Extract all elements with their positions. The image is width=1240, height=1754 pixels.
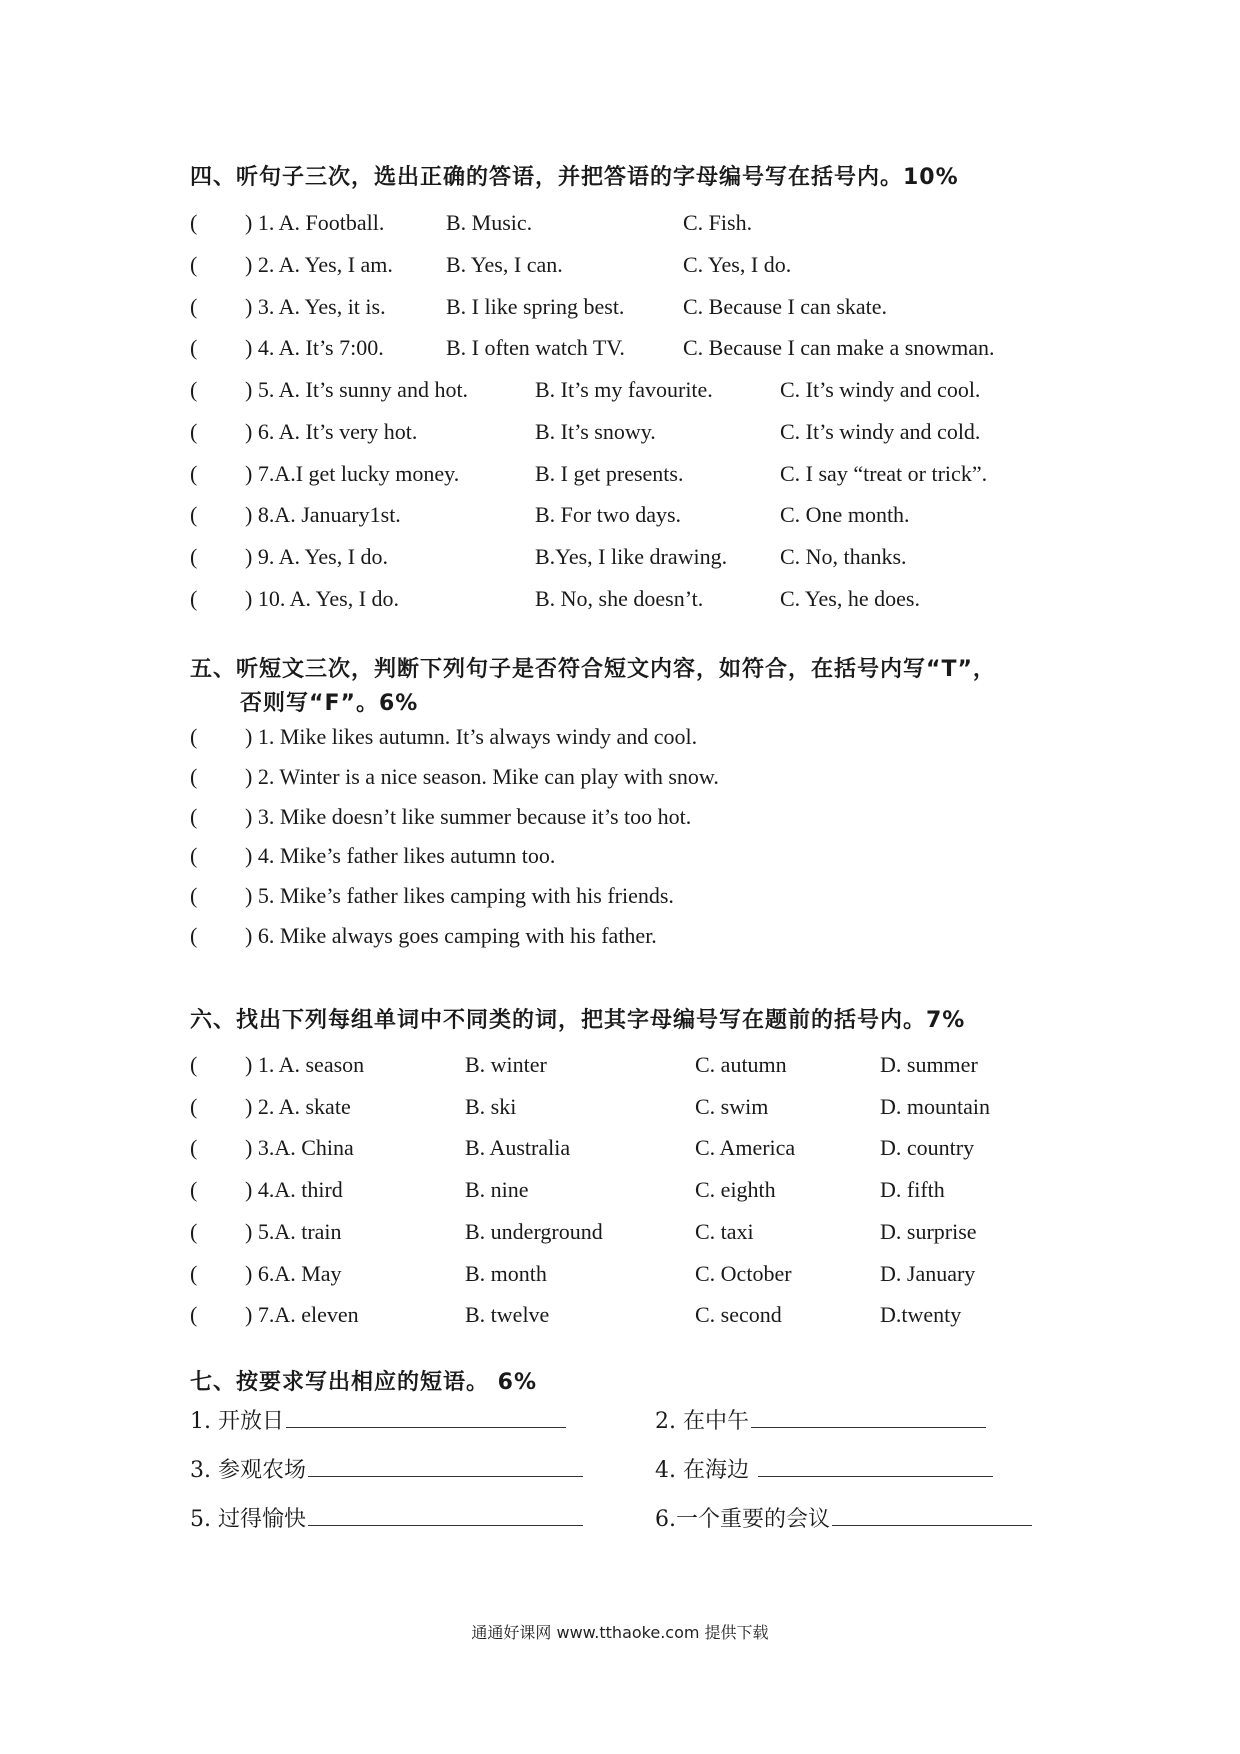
option-a: ) 9. A. Yes, I do. bbox=[245, 544, 389, 569]
option-c: C. Because I can skate. bbox=[683, 294, 888, 319]
option-c: C. It’s windy and cold. bbox=[780, 419, 981, 444]
phrase-item bbox=[655, 1502, 1032, 1533]
option-a: ) 8.A. January1st. bbox=[245, 502, 401, 527]
statement-text: ) 3. Mike doesn’t like summer because it’s too hot. bbox=[245, 804, 692, 829]
word-group-row bbox=[190, 1302, 1090, 1336]
option-a: ) 3.A. China bbox=[245, 1135, 354, 1160]
footer-text: 通通好课网 www.tthaoke.com 提供下载 bbox=[471, 1623, 769, 1642]
answer-blank-line[interactable] bbox=[751, 1405, 986, 1428]
answer-bracket[interactable]: ( bbox=[190, 419, 198, 444]
option-a: ) 1. A. Football. bbox=[245, 210, 385, 235]
answer-bracket[interactable]: ( bbox=[190, 804, 198, 829]
statement-text: ) 5. Mike’s father likes camping with his friends. bbox=[245, 883, 674, 908]
option-b: B. No, she doesn’t. bbox=[535, 586, 704, 611]
true-false-row bbox=[190, 764, 1090, 798]
phrase-label: 3. 参观农场 bbox=[190, 1458, 306, 1483]
phrase-label: 2. 在中午 bbox=[655, 1409, 749, 1434]
option-a: ) 1. A. season bbox=[245, 1052, 365, 1077]
option-b: B. It’s my favourite. bbox=[535, 377, 713, 402]
option-b: B. month bbox=[465, 1261, 547, 1286]
option-d: D.twenty bbox=[880, 1302, 962, 1327]
option-d: D. country bbox=[880, 1135, 975, 1160]
word-group-row bbox=[190, 1094, 1090, 1128]
option-b: B. nine bbox=[465, 1177, 529, 1202]
option-b: B. underground bbox=[465, 1219, 603, 1244]
option-b: B. I like spring best. bbox=[446, 294, 625, 319]
answer-bracket[interactable]: ( bbox=[190, 1219, 198, 1244]
phrase-item bbox=[190, 1453, 583, 1484]
option-c: C. October bbox=[695, 1261, 792, 1286]
section6-title: 六、找出下列每组单词中不同类的词，把其字母编号写在题前的括号内。7% bbox=[190, 1008, 966, 1033]
answer-bracket[interactable]: ( bbox=[190, 461, 198, 486]
section5-title-line1: 五、听短文三次，判断下列句子是否符合短文内容，如符合，在括号内写“T”， bbox=[190, 657, 996, 682]
answer-bracket[interactable]: ( bbox=[190, 1094, 198, 1119]
answer-bracket[interactable]: ( bbox=[190, 252, 198, 277]
section5-title-line2: 否则写“F”。6% bbox=[240, 691, 419, 716]
option-c: C. eighth bbox=[695, 1177, 776, 1202]
word-group-row bbox=[190, 1177, 1090, 1211]
option-b: B.Yes, I like drawing. bbox=[535, 544, 728, 569]
true-false-row bbox=[190, 923, 1090, 957]
statement-text: ) 1. Mike likes autumn. It’s always windy and cool. bbox=[245, 724, 698, 749]
option-a: ) 3. A. Yes, it is. bbox=[245, 294, 386, 319]
option-a: ) 4. A. It’s 7:00. bbox=[245, 335, 384, 360]
option-b: B. ski bbox=[465, 1094, 517, 1119]
answer-bracket[interactable]: ( bbox=[190, 377, 198, 402]
question-row bbox=[190, 419, 1090, 453]
question-row bbox=[190, 461, 1090, 495]
answer-bracket[interactable]: ( bbox=[190, 724, 198, 749]
option-a: ) 6. A. It’s very hot. bbox=[245, 419, 418, 444]
question-row bbox=[190, 377, 1090, 411]
phrase-item bbox=[655, 1404, 986, 1435]
option-d: D. January bbox=[880, 1261, 976, 1286]
answer-bracket[interactable]: ( bbox=[190, 764, 198, 789]
word-group-row bbox=[190, 1219, 1090, 1253]
option-b: B. Music. bbox=[446, 210, 533, 235]
option-a: ) 7.A. eleven bbox=[245, 1302, 359, 1327]
option-a: ) 2. A. skate bbox=[245, 1094, 351, 1119]
question-row bbox=[190, 294, 1090, 328]
option-a: ) 10. A. Yes, I do. bbox=[245, 586, 400, 611]
answer-blank-line[interactable] bbox=[308, 1503, 583, 1526]
option-c: C. America bbox=[695, 1135, 796, 1160]
phrase-label: 6.一个重要的会议 bbox=[655, 1507, 830, 1532]
question-row bbox=[190, 586, 1090, 620]
option-c: C. taxi bbox=[695, 1219, 754, 1244]
option-c: C. Yes, he does. bbox=[780, 586, 920, 611]
answer-bracket[interactable]: ( bbox=[190, 586, 198, 611]
answer-blank-line[interactable] bbox=[758, 1454, 993, 1477]
option-c: C. swim bbox=[695, 1094, 769, 1119]
option-b: B. I often watch TV. bbox=[446, 335, 625, 360]
statement-text: ) 4. Mike’s father likes autumn too. bbox=[245, 843, 556, 868]
answer-bracket[interactable]: ( bbox=[190, 544, 198, 569]
option-a: ) 5. A. It’s sunny and hot. bbox=[245, 377, 469, 402]
option-c: C. Fish. bbox=[683, 210, 753, 235]
statement-text: ) 2. Winter is a nice season. Mike can play with snow. bbox=[245, 764, 719, 789]
answer-blank-line[interactable] bbox=[308, 1454, 583, 1477]
phrase-item bbox=[190, 1404, 566, 1435]
option-c: C. Yes, I do. bbox=[683, 252, 792, 277]
option-a: ) 4.A. third bbox=[245, 1177, 343, 1202]
statement-text: ) 6. Mike always goes camping with his father. bbox=[245, 923, 657, 948]
question-row bbox=[190, 210, 1090, 244]
phrase-item bbox=[190, 1502, 583, 1533]
option-c: C. autumn bbox=[695, 1052, 787, 1077]
answer-blank-line[interactable] bbox=[832, 1503, 1032, 1526]
question-row bbox=[190, 502, 1090, 536]
option-a: ) 5.A. train bbox=[245, 1219, 342, 1244]
word-group-row bbox=[190, 1052, 1090, 1086]
answer-bracket[interactable]: ( bbox=[190, 843, 198, 868]
answer-bracket[interactable]: ( bbox=[190, 502, 198, 527]
answer-bracket[interactable]: ( bbox=[190, 923, 198, 948]
word-group-row bbox=[190, 1261, 1090, 1295]
section4-title: 四、听句子三次，选出正确的答语，并把答语的字母编号写在括号内。10% bbox=[190, 165, 959, 190]
word-group-row bbox=[190, 1135, 1090, 1169]
option-c: C. I say “treat or trick”. bbox=[780, 461, 988, 486]
true-false-row bbox=[190, 883, 1090, 917]
option-d: D. surprise bbox=[880, 1219, 977, 1244]
option-c: C. It’s windy and cool. bbox=[780, 377, 981, 402]
answer-bracket[interactable]: ( bbox=[190, 883, 198, 908]
option-b: B. winter bbox=[465, 1052, 547, 1077]
answer-bracket[interactable]: ( bbox=[190, 1177, 198, 1202]
answer-bracket[interactable]: ( bbox=[190, 335, 198, 360]
option-d: D. fifth bbox=[880, 1177, 945, 1202]
phrase-label: 5. 过得愉快 bbox=[190, 1507, 306, 1532]
option-b: B. I get presents. bbox=[535, 461, 684, 486]
option-b: B. Yes, I can. bbox=[446, 252, 563, 277]
true-false-row bbox=[190, 804, 1090, 838]
true-false-row bbox=[190, 724, 1090, 758]
question-row bbox=[190, 335, 1090, 369]
true-false-row bbox=[190, 843, 1090, 877]
option-b: B. twelve bbox=[465, 1302, 550, 1327]
answer-bracket[interactable]: ( bbox=[190, 294, 198, 319]
phrase-label: 1. 开放日 bbox=[190, 1409, 284, 1434]
answer-bracket[interactable]: ( bbox=[190, 210, 198, 235]
answer-bracket[interactable]: ( bbox=[190, 1052, 198, 1077]
option-b: B. For two days. bbox=[535, 502, 682, 527]
option-d: D. summer bbox=[880, 1052, 978, 1077]
answer-bracket[interactable]: ( bbox=[190, 1302, 198, 1327]
option-b: B. Australia bbox=[465, 1135, 571, 1160]
option-a: ) 7.A.I get lucky money. bbox=[245, 461, 460, 486]
option-a: ) 2. A. Yes, I am. bbox=[245, 252, 393, 277]
answer-bracket[interactable]: ( bbox=[190, 1261, 198, 1286]
option-c: C. second bbox=[695, 1302, 782, 1327]
option-c: C. No, thanks. bbox=[780, 544, 907, 569]
section7-title: 七、按要求写出相应的短语。 6% bbox=[190, 1370, 538, 1395]
question-row bbox=[190, 252, 1090, 286]
option-a: ) 6.A. May bbox=[245, 1261, 342, 1286]
answer-blank-line[interactable] bbox=[286, 1405, 566, 1428]
phrase-label: 4. 在海边 bbox=[655, 1458, 756, 1483]
option-c: C. One month. bbox=[780, 502, 910, 527]
answer-bracket[interactable]: ( bbox=[190, 1135, 198, 1160]
question-row bbox=[190, 544, 1090, 578]
option-d: D. mountain bbox=[880, 1094, 990, 1119]
option-b: B. It’s snowy. bbox=[535, 419, 656, 444]
option-c: C. Because I can make a snowman. bbox=[683, 335, 995, 360]
phrase-item bbox=[655, 1453, 993, 1484]
